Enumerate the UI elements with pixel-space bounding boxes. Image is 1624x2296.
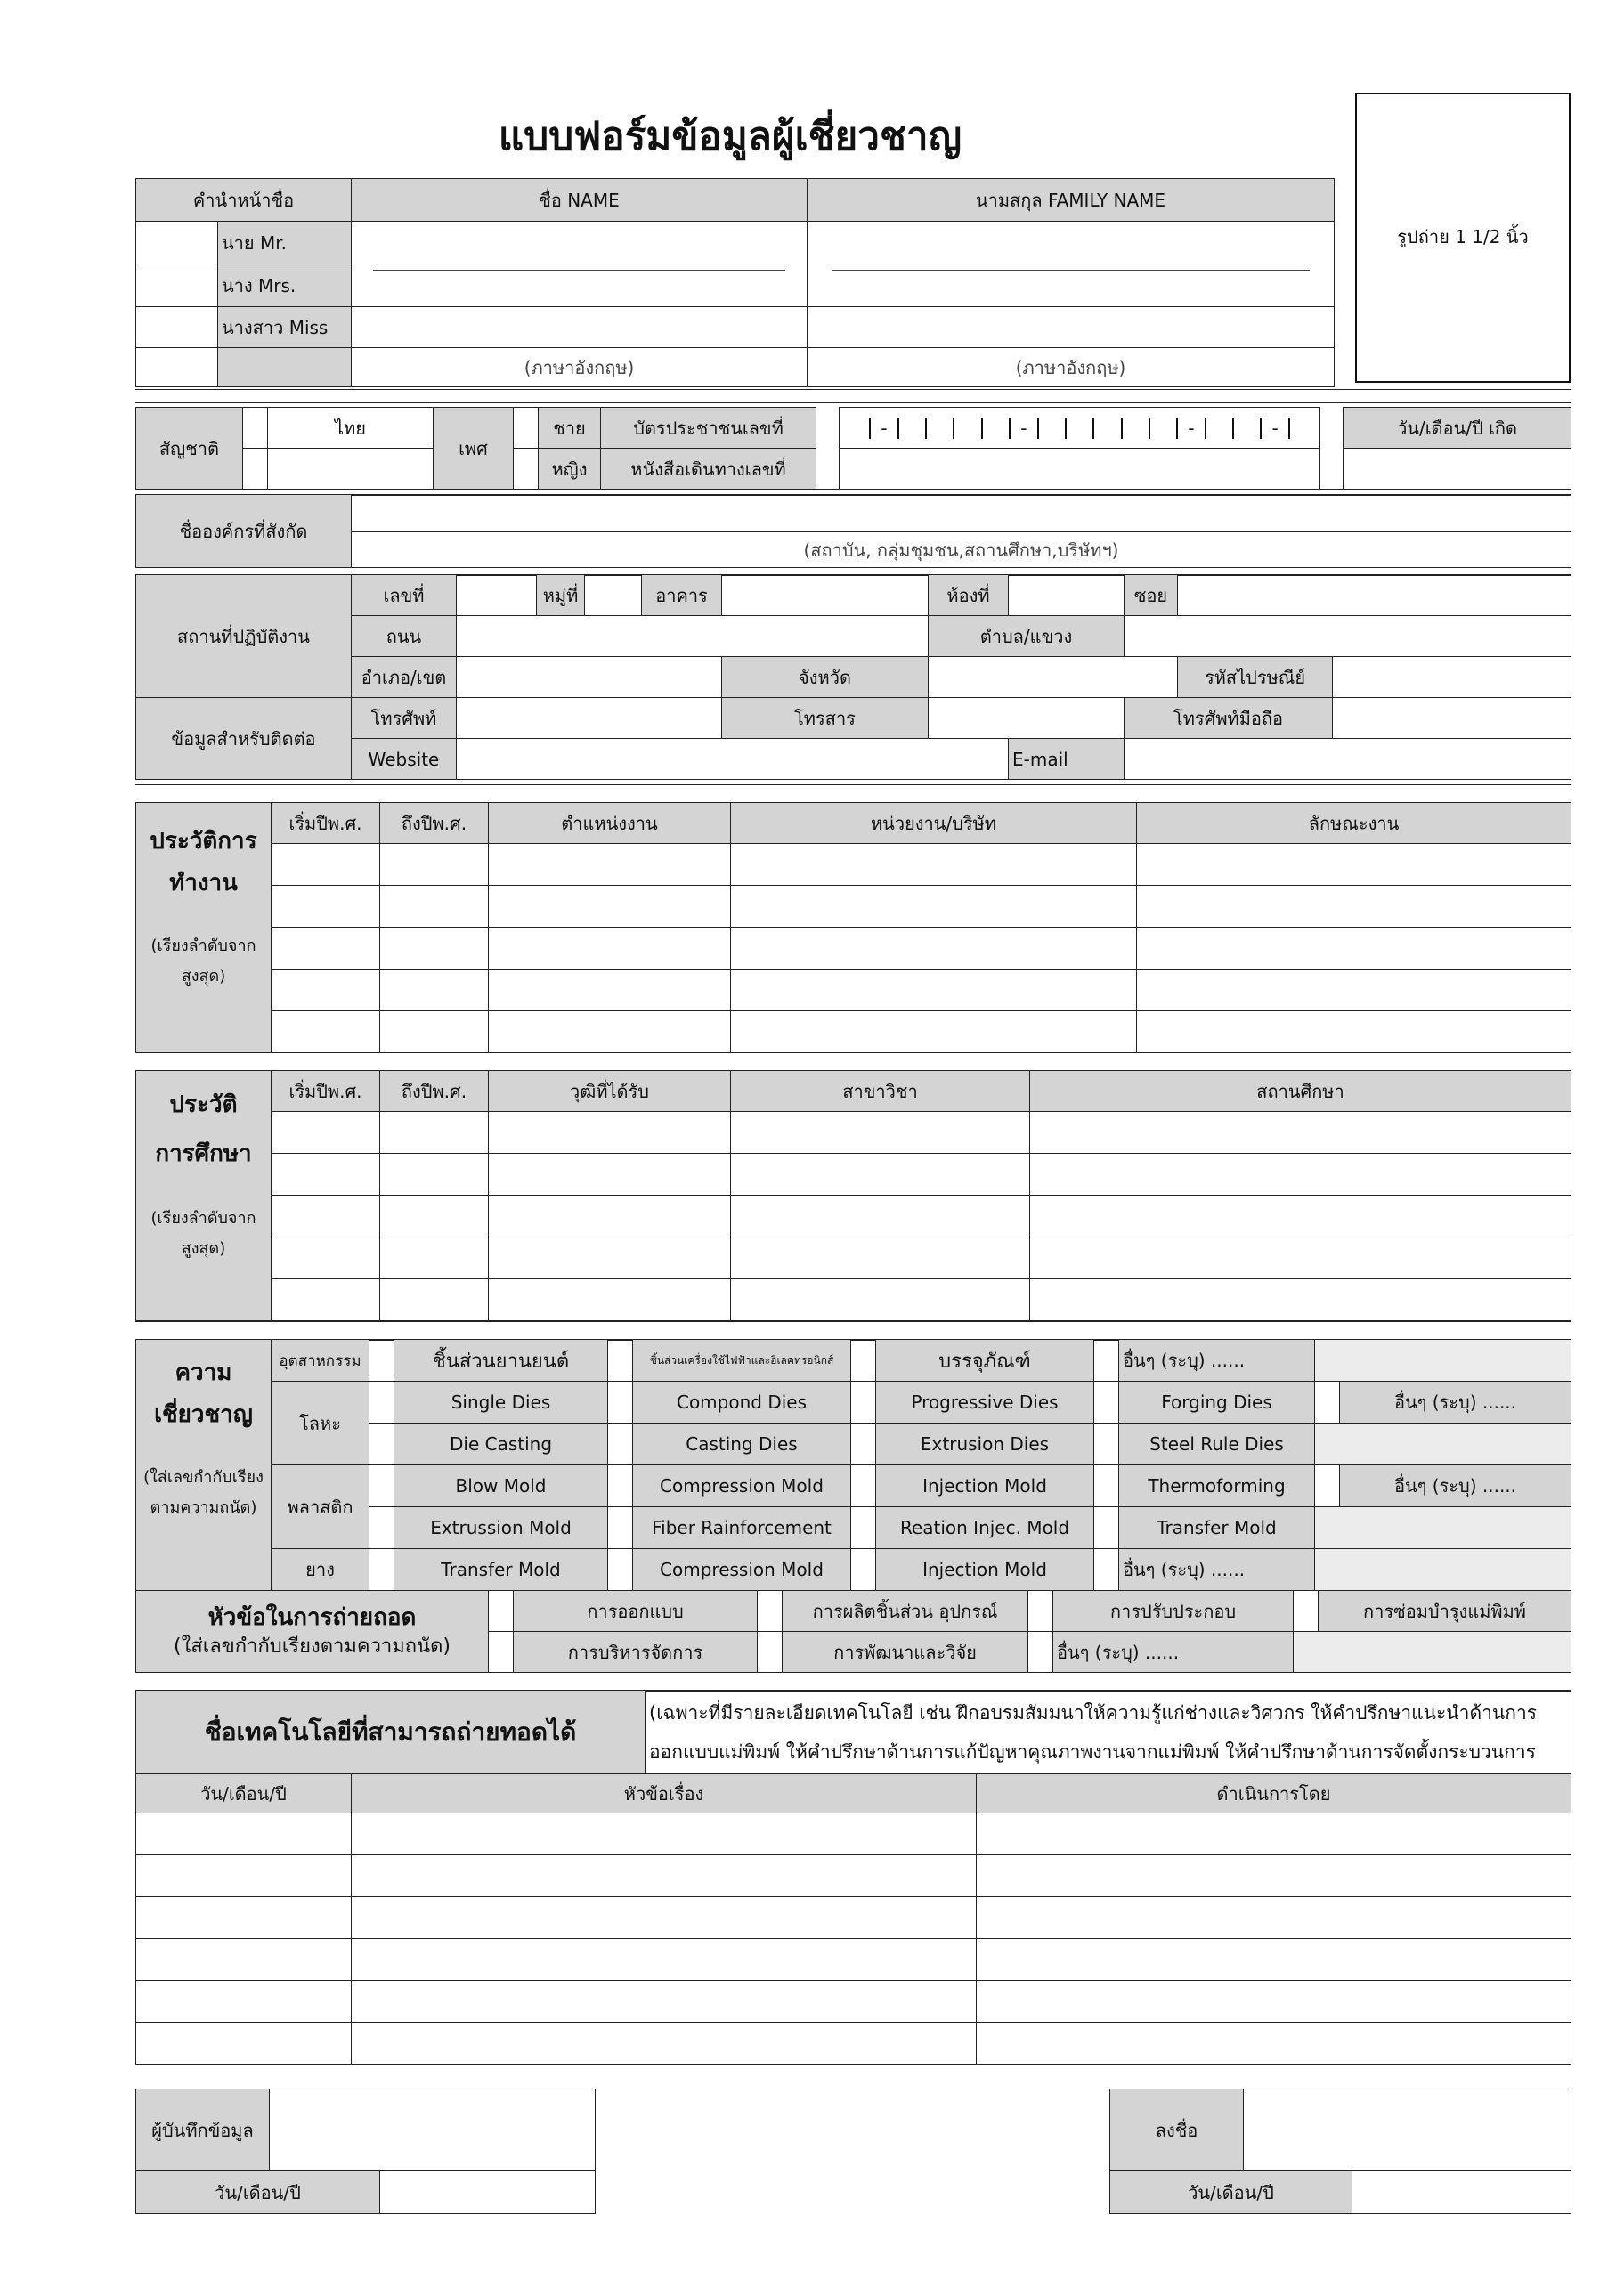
cell[interactable] [731, 970, 1137, 1011]
checkbox[interactable] [851, 1382, 876, 1424]
table-row [136, 928, 1571, 970]
nationality-thai-checkbox[interactable] [243, 408, 268, 449]
table-row [136, 1981, 1571, 2023]
rubber-transfer-mold: Transfer Mold [394, 1549, 608, 1591]
gender-female-checkbox[interactable] [514, 449, 539, 490]
separator [135, 1321, 1571, 1341]
metal-label: โลหะ [272, 1382, 369, 1465]
expertise-note-2: ตามความถนัด) [150, 1497, 257, 1517]
table-row [136, 886, 1571, 928]
checkbox[interactable] [608, 1465, 633, 1507]
table-row [136, 1154, 1571, 1196]
gender-female: หญิง [539, 449, 601, 490]
transfer-management: การบริหารจัดการ [514, 1632, 758, 1673]
table-row [136, 1112, 1571, 1154]
cell[interactable] [1137, 1011, 1571, 1053]
last-name-thai-field[interactable] [808, 222, 1335, 307]
checkbox[interactable] [851, 1465, 876, 1507]
checkbox[interactable] [851, 1549, 876, 1591]
title-header: คำนำหน้าชื่อ [136, 179, 352, 222]
checkbox[interactable] [608, 1382, 633, 1424]
transfer-label [136, 1591, 489, 1673]
cell[interactable] [352, 1897, 977, 1939]
spacer [1320, 449, 1344, 490]
cell[interactable] [380, 1154, 489, 1196]
table-row [136, 1279, 1571, 1321]
cell[interactable] [731, 1154, 1030, 1196]
industry-electronics: ชิ้นส่วนเครื่องใช้ไฟฟ้าและอิเลคทรอนิกส์ [633, 1340, 851, 1382]
sign-date-label: วัน/เดือน/ปี [1110, 2171, 1352, 2214]
checkbox[interactable] [1094, 1507, 1119, 1549]
checkbox[interactable] [608, 1340, 633, 1382]
address-subdistrict-field[interactable] [1125, 616, 1571, 657]
rubber-compression-mold: Compression Mold [633, 1549, 851, 1591]
recorder-date-label: วัน/เดือน/ปี [136, 2171, 380, 2214]
transfer-other: อื่นๆ (ระบุ) ...... [1053, 1632, 1294, 1673]
org-hint: (สถาบัน, กลุ่มชุมชน,สถานศึกษา,บริษัทฯ) [352, 532, 1571, 568]
address-subdistrict-label: ตำบล/แขวง [929, 616, 1125, 657]
education-table [135, 1070, 1571, 1321]
spacer [1320, 408, 1344, 449]
metal-other-field[interactable] [1315, 1424, 1571, 1465]
checkbox[interactable] [1094, 1340, 1119, 1382]
work-header-position: ตำแหน่งงาน [489, 803, 731, 844]
email-field[interactable] [1125, 739, 1571, 780]
cell[interactable] [731, 1279, 1030, 1321]
industry-packaging: บรรจุภัณฑ์ [876, 1340, 1094, 1382]
plastic-other: อื่นๆ (ระบุ) ...... [1340, 1465, 1571, 1507]
metal-single-dies: Single Dies [394, 1382, 608, 1424]
cell[interactable] [272, 928, 380, 970]
transfer-other-field[interactable] [1294, 1632, 1571, 1673]
industry-auto-parts: ชิ้นส่วนยานยนต์ [394, 1340, 608, 1382]
edu-label-1: ประวัติ [169, 1091, 238, 1118]
transfer-label-1: หัวข้อในการถ่ายถอด [207, 1604, 417, 1632]
checkbox[interactable] [1094, 1424, 1119, 1465]
technology-table [135, 1690, 1571, 2065]
title-checkbox-mrs[interactable] [136, 264, 218, 307]
metal-compond-dies: Compond Dies [633, 1382, 851, 1424]
industry-other-field[interactable] [1315, 1340, 1571, 1382]
address-table [135, 574, 1571, 780]
birthdate-boxes[interactable] [1344, 449, 1571, 490]
plastic-fiber-rainforcement: Fiber Rainforcement [633, 1507, 851, 1549]
fax-label: โทรสาร [722, 698, 929, 739]
date-boxes[interactable] [136, 2023, 352, 2065]
checkbox[interactable] [369, 1507, 394, 1549]
title-checkbox-mr[interactable] [136, 222, 218, 264]
checkbox[interactable] [1094, 1549, 1119, 1591]
cell[interactable] [1137, 928, 1571, 970]
work-note-2: สูงสุด) [181, 966, 226, 986]
cell[interactable] [977, 1939, 1571, 1981]
work-history-table [135, 802, 1571, 1053]
cell[interactable] [1030, 1196, 1571, 1237]
cell[interactable] [731, 1112, 1030, 1154]
cell[interactable] [380, 1196, 489, 1237]
cell[interactable] [977, 2023, 1571, 2065]
metal-die-casting: Die Casting [394, 1424, 608, 1465]
cell[interactable] [489, 1154, 731, 1196]
contact-label: ข้อมูลสำหรับติดต่อ [136, 698, 352, 780]
cell[interactable] [272, 970, 380, 1011]
recorder-table [135, 2089, 596, 2214]
org-label: ชื่อองค์กรที่สังกัด [136, 495, 352, 568]
edu-note-2: สูงสุด) [181, 1239, 226, 1259]
title-mrs: นาง Mrs. [218, 264, 352, 307]
cell[interactable] [1137, 970, 1571, 1011]
plastic-compression-mold: Compression Mold [633, 1465, 851, 1507]
nationality-other-field[interactable] [268, 449, 434, 490]
table-row [136, 1196, 1571, 1237]
cell[interactable] [272, 844, 380, 886]
postcode-boxes[interactable] [1333, 657, 1571, 698]
cell[interactable] [489, 970, 731, 1011]
transfer-design: การออกแบบ [514, 1591, 758, 1632]
checkbox[interactable] [369, 1340, 394, 1382]
date-boxes[interactable] [136, 1939, 352, 1981]
transfer-maintenance: การซ่อมบำรุงแม่พิมพ์ [1319, 1591, 1571, 1632]
rubber-injection-mold: Injection Mold [876, 1549, 1094, 1591]
cell[interactable] [272, 1011, 380, 1053]
address-province-label: จังหวัด [722, 657, 929, 698]
checkbox[interactable] [369, 1465, 394, 1507]
metal-casting-dies: Casting Dies [633, 1424, 851, 1465]
tech-note-1: (เฉพาะที่มีรายละเอียดเทคโนโลยี เช่น ฝึกอบรมสัมมนาให้ความรู้แก่ช่างและวิศวกร ให้คำปรึกษาแนะนำด้านการ [649, 1701, 1538, 1724]
address-district-label: อำเภอ/เขต [352, 657, 457, 698]
checkbox[interactable] [369, 1382, 394, 1424]
table-row [136, 1011, 1571, 1053]
checkbox[interactable] [608, 1507, 633, 1549]
signature-table [1109, 2089, 1571, 2214]
cell[interactable] [1137, 844, 1571, 886]
work-history-label [136, 803, 272, 1053]
cell[interactable] [380, 886, 489, 928]
edu-header-major: สาขาวิชา [731, 1071, 1030, 1112]
tech-note [646, 1691, 1571, 1774]
address-road-field[interactable] [457, 616, 929, 657]
transfer-rnd: การพัฒนาและวิจัย [783, 1632, 1028, 1673]
checkbox[interactable] [1294, 1591, 1319, 1632]
cell[interactable] [977, 1855, 1571, 1897]
checkbox[interactable] [1315, 1382, 1340, 1424]
cell[interactable] [489, 1011, 731, 1053]
checkbox[interactable] [608, 1549, 633, 1591]
title-checkbox-blank[interactable] [136, 348, 218, 387]
edu-label-2: การศึกษา [155, 1140, 252, 1168]
cell[interactable] [352, 1855, 977, 1897]
cell[interactable] [380, 1237, 489, 1279]
recorder-field[interactable] [270, 2089, 596, 2171]
checkbox[interactable] [1315, 1465, 1340, 1507]
cell[interactable] [272, 1196, 380, 1237]
work-label-1: ประวัติการ [150, 828, 257, 855]
cell[interactable] [1030, 1112, 1571, 1154]
cell[interactable] [380, 1279, 489, 1321]
checkbox[interactable] [608, 1424, 633, 1465]
transfer-tuning: การปรับประกอบ [1053, 1591, 1294, 1632]
website-label: Website [352, 739, 457, 780]
cell[interactable] [272, 1279, 380, 1321]
fax-boxes[interactable] [929, 698, 1125, 739]
passport-label: หนังสือเดินทางเลขที่ [601, 449, 816, 490]
id-card-label: บัตรประชาชนเลขที่ [601, 408, 816, 449]
plastic-label: พลาสติก [272, 1465, 369, 1549]
table-row [136, 1939, 1571, 1981]
cell[interactable] [380, 970, 489, 1011]
cell[interactable] [731, 1011, 1137, 1053]
checkbox[interactable] [1094, 1465, 1119, 1507]
separator [135, 1672, 1571, 1692]
phone-boxes[interactable] [457, 698, 722, 739]
cell[interactable] [489, 1237, 731, 1279]
title-miss: นางสาว Miss [218, 307, 352, 348]
cell[interactable] [489, 1279, 731, 1321]
checkbox[interactable] [489, 1591, 514, 1632]
table-row [136, 844, 1571, 886]
sign-label: ลงชื่อ [1110, 2089, 1244, 2171]
cell[interactable] [489, 886, 731, 928]
first-name-en-note: (ภาษาอังกฤษ) [352, 348, 808, 387]
address-moo-label: หมู่ที่ [537, 575, 585, 616]
checkbox[interactable] [489, 1632, 514, 1673]
checkbox[interactable] [369, 1424, 394, 1465]
mobile-boxes[interactable] [1333, 698, 1571, 739]
form-title: แบบฟอร์มข้อมูลผู้เชี่ยวชาญ [498, 114, 962, 159]
recorder-label: ผู้บันทึกข้อมูล [136, 2089, 270, 2171]
metal-steel-rule-dies: Steel Rule Dies [1119, 1424, 1315, 1465]
address-no-label: เลขที่ [352, 575, 457, 616]
gender-male: ชาย [539, 408, 601, 449]
photo-box[interactable] [1355, 93, 1571, 383]
last-name-en-note: (ภาษาอังกฤษ) [808, 348, 1335, 387]
first-name-en-boxes[interactable] [352, 307, 808, 348]
checkbox[interactable] [369, 1549, 394, 1591]
nationality-label: สัญชาติ [136, 408, 243, 490]
work-header-job: ลักษณะงาน [1137, 803, 1571, 844]
title-blank-cell [218, 348, 352, 387]
cell[interactable] [272, 1112, 380, 1154]
address-building-label: อาคาร [642, 575, 722, 616]
metal-extrusion-dies: Extrusion Dies [876, 1424, 1094, 1465]
date-boxes[interactable] [136, 1813, 352, 1855]
org-table [135, 494, 1571, 568]
education-label [136, 1071, 272, 1321]
recorder-date-boxes[interactable] [380, 2171, 596, 2214]
title-checkbox-miss[interactable] [136, 307, 218, 348]
cell[interactable] [731, 1196, 1030, 1237]
sign-date-boxes[interactable] [1352, 2171, 1571, 2214]
address-road-label: ถนน [352, 616, 457, 657]
address-building-field[interactable] [722, 575, 929, 616]
tech-label: ชื่อเทคโนโลยีที่สามารถถ่ายทอดได้ [136, 1691, 646, 1774]
expertise-label [136, 1340, 272, 1591]
cell[interactable] [380, 844, 489, 886]
expertise-note-1: (ใส่เลขกำกับเรียง [143, 1467, 264, 1487]
cell[interactable] [1030, 1154, 1571, 1196]
cell[interactable] [272, 886, 380, 928]
cell[interactable] [272, 1154, 380, 1196]
table-row [136, 2023, 1571, 2065]
tech-header-date: วัน/เดือน/ปี [136, 1774, 352, 1813]
website-field[interactable] [457, 739, 1009, 780]
edu-note-1: (เรียงลำดับจาก [150, 1209, 256, 1229]
cell[interactable] [1030, 1237, 1571, 1279]
cell[interactable] [731, 928, 1137, 970]
rubber-other: อื่นๆ (ระบุ) ...... [1119, 1549, 1315, 1591]
plastic-transfer-mold: Transfer Mold [1119, 1507, 1315, 1549]
address-soi-field[interactable] [1178, 575, 1571, 616]
spacer [816, 408, 840, 449]
work-note-1: (เรียงลำดับจาก [150, 936, 256, 955]
cell[interactable] [731, 1237, 1030, 1279]
tech-header-by: ดำเนินการโดย [977, 1774, 1571, 1813]
rubber-other-field[interactable] [1315, 1549, 1571, 1591]
cell[interactable] [489, 928, 731, 970]
photo-label: รูปถ่าย 1 1/2 นิ้ว [1397, 226, 1529, 247]
edu-header-end: ถึงปีพ.ศ. [380, 1071, 489, 1112]
tech-note-2: ออกแบบแม่พิมพ์ ให้คำปรึกษาด้านการแก้ปัญหาคุณภาพงานจากแม่พิมพ์ ให้คำปรึกษาด้านการจัดตั้งกระบวนการ [649, 1740, 1536, 1763]
cell[interactable] [731, 844, 1137, 886]
passport-boxes[interactable] [840, 449, 1320, 490]
cell[interactable] [731, 886, 1137, 928]
tech-header-topic: หัวข้อเรื่อง [352, 1774, 977, 1813]
address-room-label: ห้องที่ [929, 575, 1009, 616]
address-no-field[interactable] [457, 575, 537, 616]
first-name-header: ชื่อ NAME [352, 179, 808, 222]
plastic-injection-mold: Injection Mold [876, 1465, 1094, 1507]
date-boxes[interactable] [136, 1855, 352, 1897]
cell[interactable] [380, 928, 489, 970]
cell[interactable] [977, 1813, 1571, 1855]
edu-header-start: เริ่มปีพ.ศ. [272, 1071, 380, 1112]
separator [135, 1052, 1571, 1072]
spacer [816, 449, 840, 490]
expertise-table [135, 1339, 1571, 1591]
address-postcode-label: รหัสไปรษณีย์ [1178, 657, 1333, 698]
email-label: E-mail [1009, 739, 1125, 780]
plastic-thermoforming: Thermoforming [1119, 1465, 1315, 1507]
cell[interactable] [380, 1011, 489, 1053]
work-header-start: เริ่มปีพ.ศ. [272, 803, 380, 844]
cell[interactable] [489, 1112, 731, 1154]
checkbox[interactable] [1094, 1382, 1119, 1424]
birthdate-label: วัน/เดือน/ปี เกิด [1344, 408, 1571, 449]
cell[interactable] [977, 1981, 1571, 2023]
rubber-label: ยาง [272, 1549, 369, 1591]
work-label-2: ทำงาน [169, 869, 238, 896]
metal-progressive-dies: Progressive Dies [876, 1382, 1094, 1424]
gender-male-checkbox[interactable] [514, 408, 539, 449]
plastic-other-field[interactable] [1315, 1507, 1571, 1549]
cell[interactable] [1030, 1279, 1571, 1321]
plastic-reation-injec-mold: Reation Injec. Mold [876, 1507, 1094, 1549]
cell[interactable] [489, 1196, 731, 1237]
expertise-label-1: ความ [175, 1359, 232, 1386]
gender-label: เพศ [434, 408, 514, 490]
cell[interactable] [352, 1813, 977, 1855]
table-row [136, 1237, 1571, 1279]
id-card-boxes[interactable]: - - - - [840, 408, 1320, 449]
address-room-field[interactable] [1009, 575, 1125, 616]
cell[interactable] [352, 1939, 977, 1981]
last-name-header: นามสกุล FAMILY NAME [808, 179, 1335, 222]
sign-field[interactable] [1244, 2089, 1571, 2171]
address-moo-field[interactable] [585, 575, 642, 616]
work-header-company: หน่วยงาน/บริษัท [731, 803, 1137, 844]
edu-header-degree: วุฒิที่ได้รับ [489, 1071, 731, 1112]
checkbox[interactable] [851, 1340, 876, 1382]
industry-label: อุตสาหกรรม [272, 1340, 369, 1382]
address-soi-label: ซอย [1125, 575, 1178, 616]
org-field[interactable] [352, 495, 1571, 532]
cell[interactable] [272, 1237, 380, 1279]
checkbox[interactable] [758, 1591, 783, 1632]
cell[interactable] [352, 1981, 977, 2023]
cell[interactable] [352, 2023, 977, 2065]
first-name-thai-field[interactable] [352, 222, 808, 307]
title-mr: นาย Mr. [218, 222, 352, 264]
cell[interactable] [1137, 886, 1571, 928]
address-label: สถานที่ปฏิบัติงาน [136, 575, 352, 698]
date-boxes[interactable] [136, 1981, 352, 2023]
date-boxes[interactable] [136, 1897, 352, 1939]
metal-forging-dies: Forging Dies [1119, 1382, 1315, 1424]
table-row [136, 1813, 1571, 1855]
transfer-topics-table [135, 1590, 1571, 1673]
table-row [136, 1897, 1571, 1939]
address-district-field[interactable] [457, 657, 722, 698]
mobile-label: โทรศัพท์มือถือ [1125, 698, 1333, 739]
cell[interactable] [380, 1112, 489, 1154]
name-table [135, 178, 1335, 387]
table-row [136, 1855, 1571, 1897]
address-province-field[interactable] [929, 657, 1178, 698]
cell[interactable] [489, 844, 731, 886]
separator [135, 389, 1571, 403]
plastic-extrussion-mold: Extrussion Mold [394, 1507, 608, 1549]
nationality-other-checkbox[interactable] [243, 449, 268, 490]
identity-table [135, 407, 1571, 490]
separator [135, 784, 1571, 804]
metal-other: อื่นๆ (ระบุ) ...... [1340, 1382, 1571, 1424]
checkbox[interactable] [851, 1424, 876, 1465]
phone-label: โทรศัพท์ [352, 698, 457, 739]
nationality-thai: ไทย [268, 408, 434, 449]
checkbox[interactable] [758, 1632, 783, 1673]
transfer-parts: การผลิตชิ้นส่วน อุปกรณ์ [783, 1591, 1028, 1632]
checkbox[interactable] [1028, 1591, 1053, 1632]
work-header-end: ถึงปีพ.ศ. [380, 803, 489, 844]
cell[interactable] [977, 1897, 1571, 1939]
edu-header-school: สถานศึกษา [1030, 1071, 1571, 1112]
last-name-en-boxes[interactable] [808, 307, 1335, 348]
checkbox[interactable] [1028, 1632, 1053, 1673]
checkbox[interactable] [851, 1507, 876, 1549]
plastic-blow-mold: Blow Mold [394, 1465, 608, 1507]
table-row [136, 970, 1571, 1011]
expertise-label-2: เชี่ยวชาญ [154, 1400, 253, 1428]
industry-other: อื่นๆ (ระบุ) ...... [1119, 1340, 1315, 1382]
transfer-label-2: (ใส่เลขกำกับเรียงตามความถนัด) [173, 1635, 451, 1659]
